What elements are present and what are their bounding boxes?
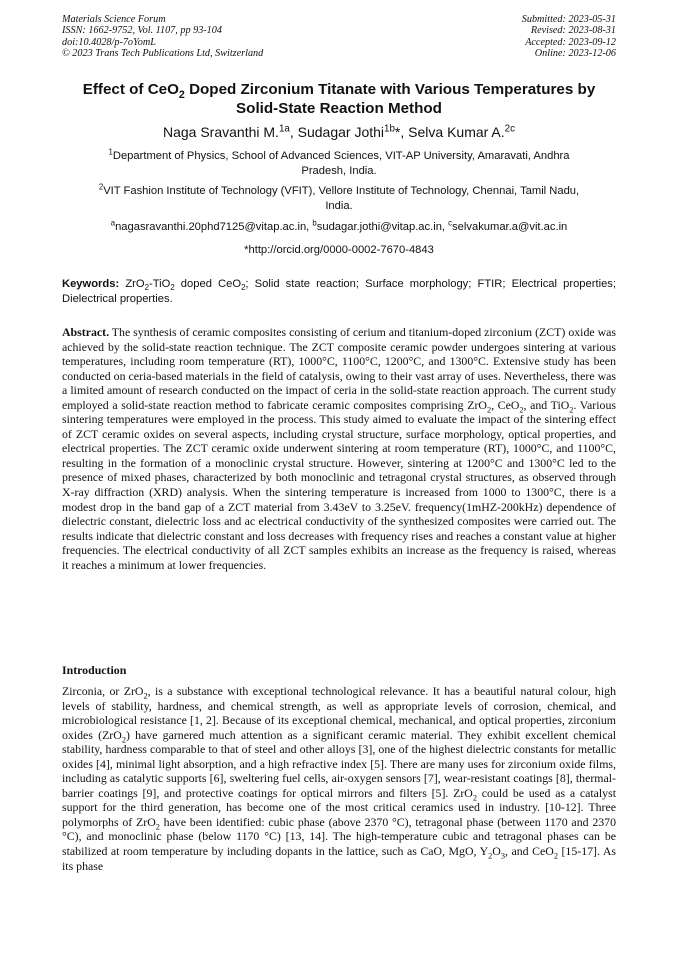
affil-1-mark: 1 (108, 147, 113, 157)
copyright: © 2023 Trans Tech Publications Ltd, Switzerland (62, 48, 264, 60)
abstract-text: The synthesis of ceramic composites consisting of cerium and titanium-doped zirconium (ZCT) oxide was achieved by the solid-state reaction technique. The ZCT composite ceramic powder undergoes sintering at various temperatures, including room temperature (RT), 1000°C, 1100°C, 1200°C, and 1300°C. Extensive study has been conducted on ceria-based materials in the field of catalysis, owing to their vast array of uses. Nevertheless, there was a limited amount of research conducted on the impact of ceria in the solid-state reaction approach. The current study employed a solid-state reaction method to fabricate ceramic composites comprising ZrO (62, 325, 617, 412)
affil-1-line-2: Pradesh, India. (301, 165, 377, 177)
author-list (62, 124, 616, 141)
keyword-text: doped CeO (174, 278, 242, 290)
keyword-sub: 2 (241, 283, 246, 293)
author-3: , Selva Kumar A. (400, 124, 505, 140)
author-1: Naga Sravanthi M. (162, 124, 279, 140)
keyword-sub: 2 (170, 283, 175, 293)
intro-text: ) have garnered much attention as a significant ceramic material. They exhibit excellent chemical stability, hardness comparable to that of steel and other alloys [3], one of the highest dielectric constants for metallic oxides [4], minimal light absorption, and a high refractive index [5]. There are many uses for zirconium oxide films, including as catalytic supports [6], sweltering fuel cells, air-oxygen sensors [7], wear-resistant coatings [8], thermal-barrier coatings [9], and protective coatings for optical mirrors and filters [5]. ZrO (62, 727, 616, 800)
affiliation-1 (62, 149, 616, 179)
email-link-a[interactable]: nagasravanthi.20phd7125@vitap.ac.in, (115, 221, 313, 233)
abstract-sub: 2 (569, 405, 574, 415)
intro-sub: 2 (143, 691, 148, 701)
abstract-text: , CeO (491, 397, 520, 412)
abstract (62, 325, 616, 572)
title-part: Effect of CeO (82, 81, 179, 98)
online-date: Online: 2023-12-06 (534, 48, 616, 60)
keyword-text: -TiO (148, 278, 171, 290)
abstract-text: , and TiO (523, 397, 570, 412)
intro-text: O (492, 844, 501, 859)
author-2-affil: 1b (384, 123, 395, 135)
submitted-date: Submitted: 2023-05-31 (521, 14, 616, 25)
paper-title (62, 80, 616, 118)
affil-2-mark: 2 (98, 182, 104, 192)
email-a-mark: a (110, 218, 116, 228)
intro-sub: 2 (121, 735, 126, 744)
doi: doi:10.4028/p-7oYomL (62, 36, 156, 48)
intro-text: Zirconia, or ZrO (62, 684, 144, 698)
abstract-text: . Various sintering temperatures were employed in the process. This study aimed to evaluate the impact of the sintering effect of ZCT ceramic oxides on several aspects, including crystal structure, surface morphology, optical properties, and electrical properties. The ZCT ceramic oxide underwent sintering at room temperature (RT), 1000°C, and 1100°C, resulting in the formation of a monoclinic crystal structure. However, sintering at 1200°C and 1300°C led to the presence of mixed phases, characterized by both monoclinic and tetragonal crystal structures, as observed through X-ray diffraction (XRD) analysis. When the sintering temperature is increased from 1000 to 1300°C, there is a modest drop in the band gap of a ZCT material from 3.43eV to 3.25eV. frequency(1mHZ-200kHz) dependence of dielectric constant, dielectric loss and ac electrical conductivity of the synthesized composites were carried out. The results indicate that dielectric constant and loss decreases with frequency rises and reaches a constant value at higher frequencies. The electrical conductivity of all ZCT samples exhibits an increase as the frequency is raised, whereas it reaches a minimum at lower frequencies. (62, 397, 616, 572)
author-3-affil: 2c (504, 123, 516, 135)
abstract-sub: 2 (519, 405, 524, 415)
email-link-c[interactable]: selvakumar.a@vit.ac.in (452, 221, 568, 233)
header-left (62, 14, 263, 60)
introduction-heading: Introduction (62, 663, 127, 677)
intro-sub: 3 (500, 851, 505, 861)
title-part: Doped Zirconium Titanate with Various Temperatures by (184, 81, 596, 98)
affil-1-line-1: Department of Physics, School of Advanced Sciences, VIT-AP University, Amaravati, Andhra (112, 150, 570, 162)
keywords-label: Keywords: (62, 278, 120, 290)
title-line-1 (62, 80, 616, 102)
abstract-label: Abstract. (62, 325, 110, 339)
intro-text: could be used as a catalyst support for the third generation, has become one of the most critical ceramics used in industry. [10-12]. Three polymorphs of ZrO (62, 785, 616, 829)
intro-text: , is a substance with exceptional technological relevance. It has a beautiful natural colour, high levels of stability, hardness, and chemical strength, as well as appropriate levels of corrosion, chemical, and microbiological resistance [1, 2]. Because of its exceptional chemical, mechanical, and optical properties, zirconium oxides (ZrO (62, 684, 616, 742)
keywords (62, 277, 616, 306)
introduction-body (62, 684, 616, 873)
intro-sub: 2 (472, 793, 477, 803)
abstract-sub: 2 (486, 405, 492, 415)
intro-sub: 2 (488, 851, 493, 861)
intro-sub: 2 (553, 851, 558, 861)
email-b-mark: b (312, 218, 317, 228)
author-1-affil: 1a (278, 123, 290, 135)
title-line-2: Solid-State Reaction Method (236, 100, 442, 117)
intro-text: [15-17]. As its phase (62, 844, 616, 873)
affiliation-2 (62, 184, 616, 214)
affil-2-line-1: VIT Fashion Institute of Technology (VFIT), Vellore Institute of Technology, Chennai, Tamil Nadu, (103, 185, 580, 197)
issn: ISSN: 1662-9752, Vol. 1107, pp 93-104 (62, 25, 222, 37)
revised-date: Revised: 2023-08-31 (530, 25, 616, 37)
email-link-b[interactable]: sudagar.jothi@vitap.ac.in, (316, 221, 449, 233)
keyword-sub: 2 (144, 283, 149, 293)
keyword-text: ZrO (119, 278, 145, 290)
affil-2-line-2: India. (325, 200, 353, 212)
corresponding-mark: * (394, 124, 401, 140)
journal-name: Materials Science Forum (62, 14, 166, 25)
keyword-text: ; Solid state reaction; Surface morphology; FTIR; Electrical properties; Dielectrical properties. (62, 278, 616, 305)
intro-text: , and CeO (504, 844, 554, 859)
orcid-link[interactable]: *http://orcid.org/0000-0002-7670-4843 (244, 244, 434, 256)
title-subscript: 2 (178, 89, 185, 102)
author-2: , Sudagar Jothi (289, 124, 385, 140)
accepted-date: Accepted: 2023-09-12 (525, 36, 616, 48)
intro-sub: 2 (155, 822, 160, 832)
header-right (522, 14, 616, 60)
intro-text: have been identified: cubic phase (above 2370 °C), tetragonal phase (between 1170 and 2370 °C), and monoclinic phase (below 1170 °C) [13, 14]. The high-temperature cubic and tetragonal phases can be stabilized at room temperature by including dopants in the lattice, such as CaO, MgO, Y (62, 814, 617, 859)
email-c-mark: c (448, 218, 453, 228)
author-emails (62, 220, 616, 235)
